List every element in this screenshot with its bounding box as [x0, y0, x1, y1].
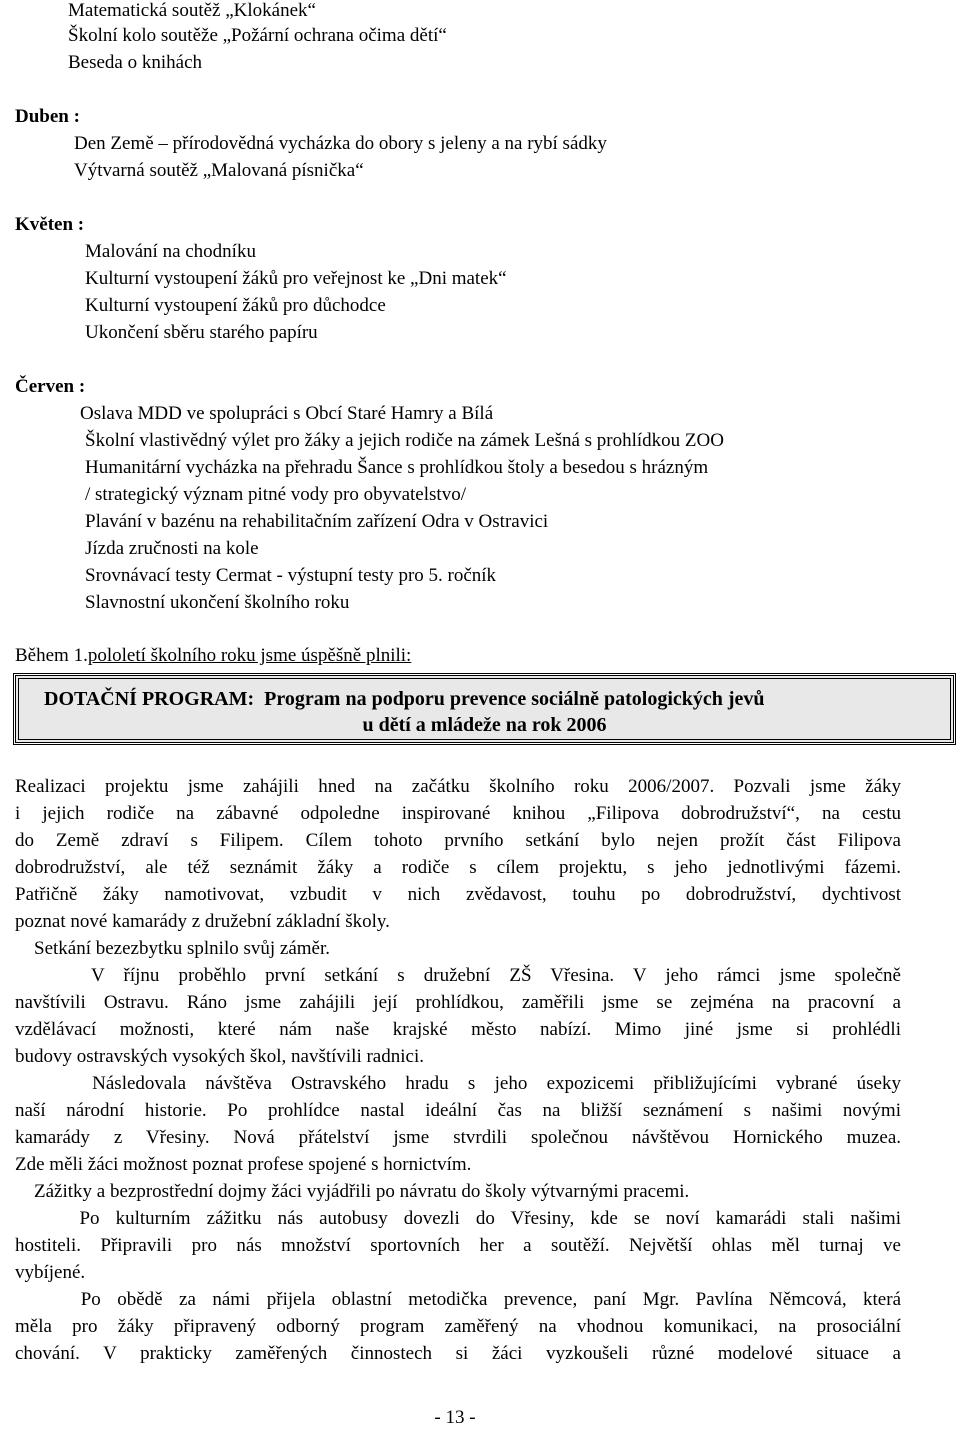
event-item: Školní kolo soutěže „Požární ochrana očima dětí“: [68, 25, 447, 46]
program-title: Program na podporu prevence sociálně patologických jevů: [264, 688, 765, 710]
program-box: [15, 675, 954, 743]
body-line: Patřičně žáky namotivovat, vzbudit v nich zvědavost, touhu po dobrodružství, dychtivost: [15, 884, 901, 905]
event-item: Ukončení sběru starého papíru: [85, 322, 318, 343]
program-label: DOTAČNÍ PROGRAM:: [44, 688, 255, 710]
month-heading-june: Červen :: [15, 376, 86, 397]
event-item: / strategický význam pitné vody pro obyvatelstvo/: [85, 484, 466, 505]
event-item: Srovnávací testy Cermat - výstupní testy pro 5. ročník: [85, 565, 497, 586]
event-item: Výtvarná soutěž „Malovaná písnička“: [74, 160, 364, 181]
event-item: Den Země – přírodovědná vycházka do obory s jeleny a na rybí sádky: [74, 133, 607, 154]
event-item: Beseda o knihách: [68, 52, 203, 73]
event-item: Malování na chodníku: [85, 241, 256, 262]
body-line: Setkání bezezbytku splnilo svůj záměr.: [15, 938, 331, 959]
body-line: vzdělávací možnosti, které nám naše krajské město nabízí. Mimo jiné jsme si prohlédli: [15, 1019, 901, 1040]
body-line: do Země zdraví s Filipem. Cílem tohoto prvního setkání bylo nejen prožít část Filipova: [15, 830, 901, 851]
event-item: Humanitární vycházka na přehradu Šance s prohlídkou štoly a besedou s hrázným: [85, 457, 709, 478]
body-line: Zde měli žáci možnost poznat profese spojené s hornictvím.: [15, 1154, 472, 1175]
body-line: vybíjené.: [15, 1262, 86, 1283]
body-line: navštívili Ostravu. Ráno jsme zahájili její prohlídkou, zaměřili jsme se zejména na pracovní a: [15, 992, 901, 1013]
body-line: V říjnu proběhlo první setkání s družební ZŠ Vřesina. V jeho rámci jsme společně: [15, 965, 901, 986]
body-line: kamarády z Vřesiny. Nová přátelství jsme stvrdili společnou návštěvou Hornického muzea.: [15, 1127, 901, 1148]
event-item: Jízda zručnosti na kole: [85, 538, 259, 559]
body-line: Po obědě za námi přijela oblastní metodička prevence, paní Mgr. Pavlína Němcová, která: [15, 1289, 901, 1310]
body-line: Zážitky a bezprostřední dojmy žáci vyjádřili po návratu do školy výtvarnými pracemi.: [15, 1181, 690, 1202]
program-title-line1: [44, 687, 765, 711]
event-item: Školní vlastivědný výlet pro žáky a jejich rodiče na zámek Lešná s prohlídkou ZOO: [85, 430, 724, 451]
section-intro: [15, 644, 411, 668]
month-heading-may: Květen :: [15, 214, 85, 235]
event-item: Kulturní vystoupení žáků pro důchodce: [85, 295, 386, 316]
program-title-line2: u dětí a mládeže na rok 2006: [362, 714, 607, 736]
body-line: měla pro žáky připravený odborný program zaměřený na vhodnou komunikaci, na prosociální: [15, 1316, 901, 1337]
body-line: dobrodružství, ale též seznámit žáky a rodiče s cílem projektu, s jeho jednotlivými fázemi.: [15, 857, 901, 878]
body-line: Následovala návštěva Ostravského hradu s jeho expozicemi přibližujícími vybrané úseky: [15, 1073, 901, 1094]
body-line: i jejich rodiče na zábavné odpoledne inspirované knihou „Filipova dobrodružství“, na cestu: [15, 803, 901, 824]
page-number: - 13 -: [434, 1407, 476, 1428]
event-item: Matematická soutěž „Klokánek“: [68, 0, 316, 21]
body-line: hostiteli. Připravili pro nás množství sportovních her a soutěží. Největší ohlas měl turnaj ve: [15, 1235, 901, 1256]
month-heading-april: Duben :: [15, 106, 80, 127]
body-line: naší národní historie. Po prohlídce nastal ideální čas na bližší seznámení s našimi novými: [15, 1100, 901, 1121]
body-line: Realizaci projektu jsme zahájili hned na začátku školního roku 2006/2007. Pozvali jsme žáky: [15, 776, 901, 797]
section-intro-underlined: pololetí školního roku jsme úspěšně plnili:: [87, 645, 412, 666]
event-item: Slavnostní ukončení školního roku: [85, 592, 350, 613]
event-item: Plavání v bazénu na rehabilitačním zařízení Odra v Ostravici: [85, 511, 549, 532]
body-line: budovy ostravských vysokých škol, navštívili radnici.: [15, 1046, 424, 1067]
event-item: Kulturní vystoupení žáků pro veřejnost ke „Dni matek“: [85, 268, 507, 289]
section-intro-prefix: Během 1.: [15, 645, 88, 666]
body-line: Po kulturním zážitku nás autobusy dovezli do Vřesiny, kde se noví kamarádi stali našimi: [15, 1208, 901, 1229]
event-item: Oslava MDD ve spolupráci s Obcí Staré Hamry a Bílá: [80, 403, 494, 424]
body-line: chování. V prakticky zaměřených činnostech si žáci vyzkoušeli různé modelové situace a: [15, 1343, 901, 1364]
body-line: poznat nové kamarády z družební základní školy.: [15, 911, 390, 932]
